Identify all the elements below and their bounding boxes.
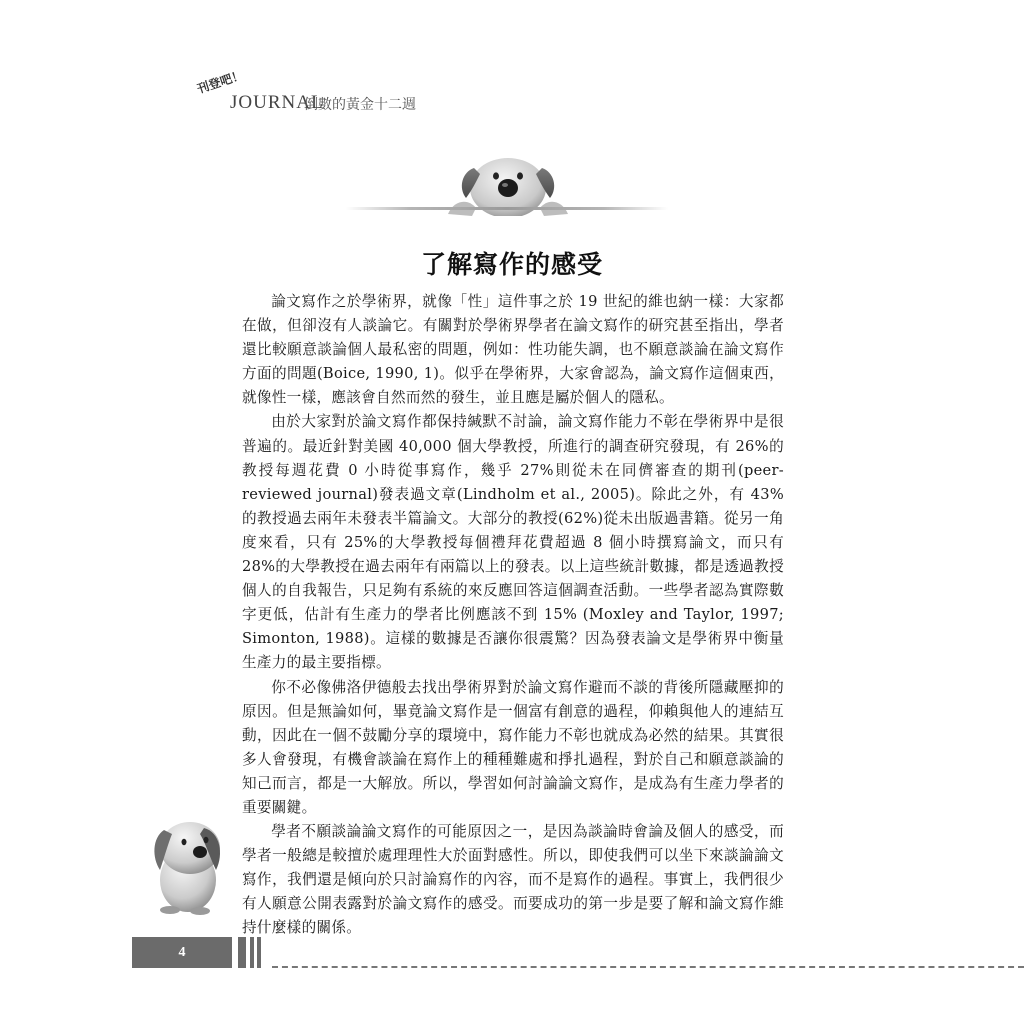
body-text <box>242 290 784 941</box>
footer-dashed-rule <box>272 966 1024 968</box>
chapter-title: 了解寫作的感受 <box>420 249 603 279</box>
footer-bar <box>257 937 261 968</box>
paragraph: 論文寫作之於學術界，就像「性」這件事之於 19 世紀的維也納一樣：大家都在做，但卻沒有人談論它。有關對於學術界學者在論文寫作的研究甚至指出，學者還比較願意談論個人最私密的問題，例如：性功能失調，也不願意談論在論文寫作方面的問題(Boice, 1990, 1)。似乎在學術界，大家會認為，論文寫作這個東西，就像性一樣，應該會自然而然的發生，並且應是屬於個人的隱私。 <box>242 293 784 407</box>
mascot-peek-icon <box>446 154 570 220</box>
journal-logo: JOURNAL <box>230 92 324 113</box>
footer-bar <box>238 937 246 968</box>
page-number: 4 <box>132 937 232 968</box>
header-tag: 刊登吧！ <box>195 67 246 97</box>
mascot-side-icon <box>150 818 224 920</box>
paragraph: 學者不願談論論文寫作的可能原因之一，是因為談論時會論及個人的感受，而學者一般總是較擅於處理理性大於面對感性。所以，即使我們可以坐下來談論論文寫作，我們還是傾向於只討論寫作的內容，而不是寫作的過程。事實上，我們很少有人願意公開表露對於論文寫作的感受。而要成功的第一步是要了解和論文寫作維持什麼樣的關係。 <box>242 823 784 937</box>
paragraph: 由於大家對於論文寫作都保持緘默不討論，論文寫作能力不彰在學術界中是很普遍的。最近針對美國 40,000 個大學教授，所進行的調查研究發現，有 26%的教授每週花費 0 小時從事寫作，幾乎 27%則從未在同儕審查的期刊(peer-reviewed journal)發表過文章(Lindholm et al., 2005)。除此之外，有 43%的教授過去兩年未發表半篇論文。大部分的教授(62%)從未出版過書籍。從另一角度來看，只有 25%的大學教授每個禮拜花費超過 8 個小時撰寫論文，而只有 28%的大學教授在過去兩年有兩篇以上的發表。以上這些統計數據，都是透過教授個人的自我報告，只足夠有系統的來反應回答這個調查活動。一些學者認為實際數字更低，估計有生產力的學者比例應該不到 15% (Moxley and Taylor, 1997; Simonton, 1988)。這樣的數據是否讓你很震驚？因為發表論文是學術界中衡量生產力的最主要指標。 <box>242 413 784 672</box>
paragraph: 你不必像佛洛伊德般去找出學術界對於論文寫作避而不談的背後所隱藏壓抑的原因。但是無論如何，畢竟論文寫作是一個富有創意的過程，仰賴與他人的連結互動，因此在一個不鼓勵分享的環境中，寫作能力不彰也就成為必然的結果。其實很多人會發現，有機會談論在寫作上的種種難處和掙扎過程，對於自己和願意談論的知己而言，都是一大解放。所以，學習如何討論論文寫作，是成為有生產力學者的重要關鍵。 <box>242 678 784 816</box>
footer-bar <box>250 937 254 968</box>
title-divider <box>346 207 668 210</box>
book-subtitle: 倒數的黃金十二週 <box>304 97 416 113</box>
